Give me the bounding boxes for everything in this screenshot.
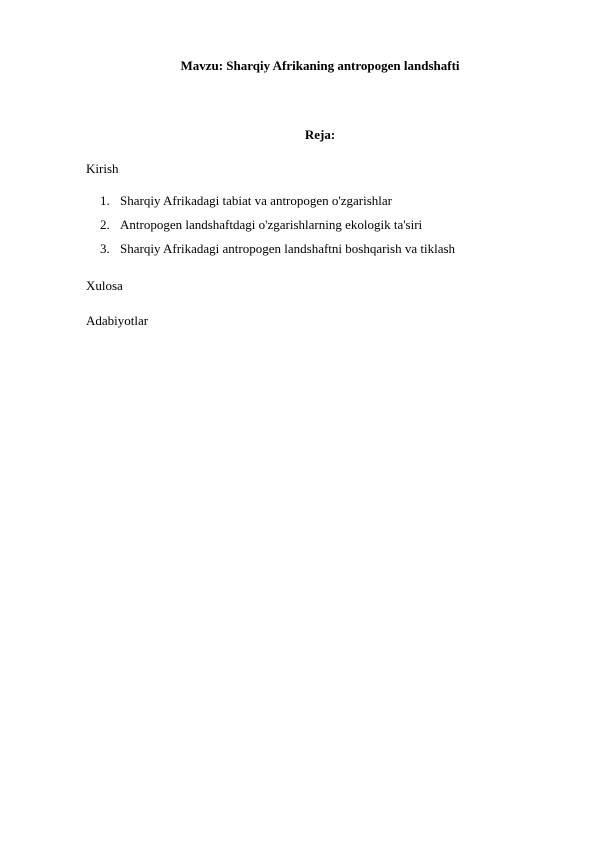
- plan-list-item: [100, 241, 455, 265]
- plan-item-number: 1.: [100, 193, 110, 208]
- plan-item-text: Antropogen landshaftdagi o'zgarishlarning ekologik ta'siri: [120, 217, 423, 232]
- plan-item-number: 3.: [100, 241, 110, 256]
- document-title: Mavzu: Sharqiy Afrikaning antropogen landshafti: [180, 58, 460, 73]
- plan-heading: Reja:: [304, 127, 336, 142]
- references-section-label: Adabiyotlar: [86, 313, 149, 328]
- plan-list-item: [100, 193, 455, 217]
- plan-list-item: [100, 217, 455, 241]
- plan-list: [100, 193, 455, 265]
- intro-section-label: Kirish: [86, 161, 119, 176]
- conclusion-section-label: Xulosa: [86, 278, 123, 293]
- plan-item-text: Sharqiy Afrikadagi tabiat va antropogen o'zgarishlar: [120, 193, 393, 208]
- plan-item-number: 2.: [100, 217, 110, 232]
- plan-item-text: Sharqiy Afrikadagi antropogen landshaftni boshqarish va tiklash: [120, 241, 456, 256]
